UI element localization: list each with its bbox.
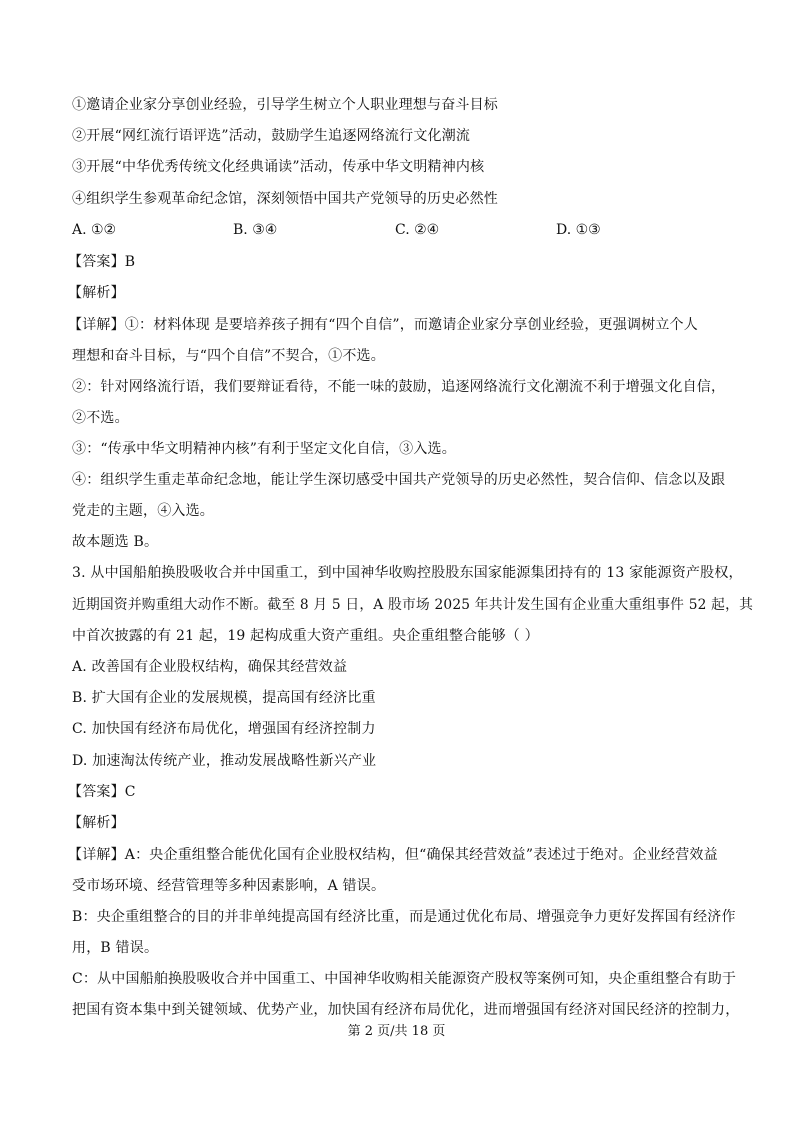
q2-item-2: ②开展“网红流行语评选”活动，鼓励学生追逐网络流行文化潮流 (72, 128, 471, 144)
q2-detail-line: ③：“传承中华文明精神内核”有利于坚定文化自信，③入选。 (72, 441, 456, 457)
q2-detail-line: ④：组织学生重走革命纪念地，能让学生深切感受中国共产党领导的历史必然性，契合信仰、信念以及跟 (72, 472, 726, 488)
q2-option-b: B. ③④ (233, 222, 278, 238)
q2-item-1: ①邀请企业家分享创业经验，引导学生树立个人职业理想与奋斗目标 (72, 97, 498, 113)
q2-detail-line: 党走的主题，④入选。 (72, 503, 214, 519)
q2-detail-line: 理想和奋斗目标，与“四个自信”不契合，①不选。 (72, 348, 385, 364)
q2-option-d: D. ①③ (556, 222, 601, 238)
q2-option-a: A. ①② (72, 222, 117, 238)
q3-analysis-label: 【解析】 (68, 815, 125, 831)
page-number-footer: 第 2 页/共 18 页 (347, 1024, 446, 1039)
q2-detail-line: ②不选。 (72, 410, 129, 426)
q3-detail-line: 受市场环境、经营管理等多种因素影响，A 错误。 (72, 878, 386, 894)
q2-detail-line: ②：针对网络流行语，我们要辩证看待，不能一味的鼓励，追逐网络流行文化潮流不利于增强文化自信， (72, 379, 726, 395)
q2-item-4: ④组织学生参观革命纪念馆，深刻领悟中国共产党领导的历史必然性 (72, 191, 498, 207)
q3-detail-line: 用，B 错误。 (72, 940, 159, 956)
q3-option-d: D. 加速淘汰传统产业，推动发展战略性新兴产业 (72, 753, 377, 769)
q3-detail-line: B：央企重组整合的目的并非单纯提高国有经济比重，而是通过优化布局、增强竞争力更好发挥国有经济作 (72, 909, 736, 925)
q3-detail-line: 把国有资本集中到关键领域、优势产业，加快国有经济布局优化，进而增强国有经济对国民经济的控制力， (72, 1002, 740, 1018)
q3-option-a: A. 改善国有企业股权结构，确保其经营效益 (72, 659, 348, 675)
q3-stem-line: 3. 从中国船舶换股吸收合并中国重工，到中国神华收购控股股东国家能源集团持有的 13 家能源资产股权， (72, 565, 743, 581)
q3-stem-line: 中首次披露的有 21 起，19 起构成重大资产重组。央企重组整合能够（ ） (72, 628, 539, 644)
q3-option-b: B. 扩大国有企业的发展规模，提高国有经济比重 (72, 690, 376, 706)
q3-option-c: C. 加快国有经济布局优化，增强国有经济控制力 (72, 721, 376, 737)
q3-stem-line: 近期国资并购重组大动作不断。截至 8 月 5 日，A 股市场 2025 年共计发生国有企业重大重组事件 52 起，其 (72, 597, 754, 613)
q3-detail-line: 【详解】A：央企重组整合能优化国有企业股权结构，但“确保其经营效益”表述过于绝对。企业经营效益 (68, 847, 718, 863)
q2-item-3: ③开展“中华优秀传统文化经典诵读”活动，传承中华文明精神内核 (72, 159, 485, 175)
q2-detail-line: 【详解】①：材料体现 是要培养孩子拥有“四个自信”，而邀请企业家分享创业经验，更强调树立个人 (68, 317, 698, 333)
q2-conclusion: 故本题选 B。 (72, 534, 159, 550)
q2-option-c: C. ②④ (395, 222, 440, 238)
q3-answer: 【答案】C (68, 784, 136, 800)
q2-answer: 【答案】B (68, 254, 136, 270)
q3-detail-line: C：从中国船舶换股吸收合并中国重工、中国神华收购相关能源资产股权等案例可知，央企重组整合有助于 (72, 971, 737, 987)
q2-analysis-label: 【解析】 (68, 285, 125, 301)
